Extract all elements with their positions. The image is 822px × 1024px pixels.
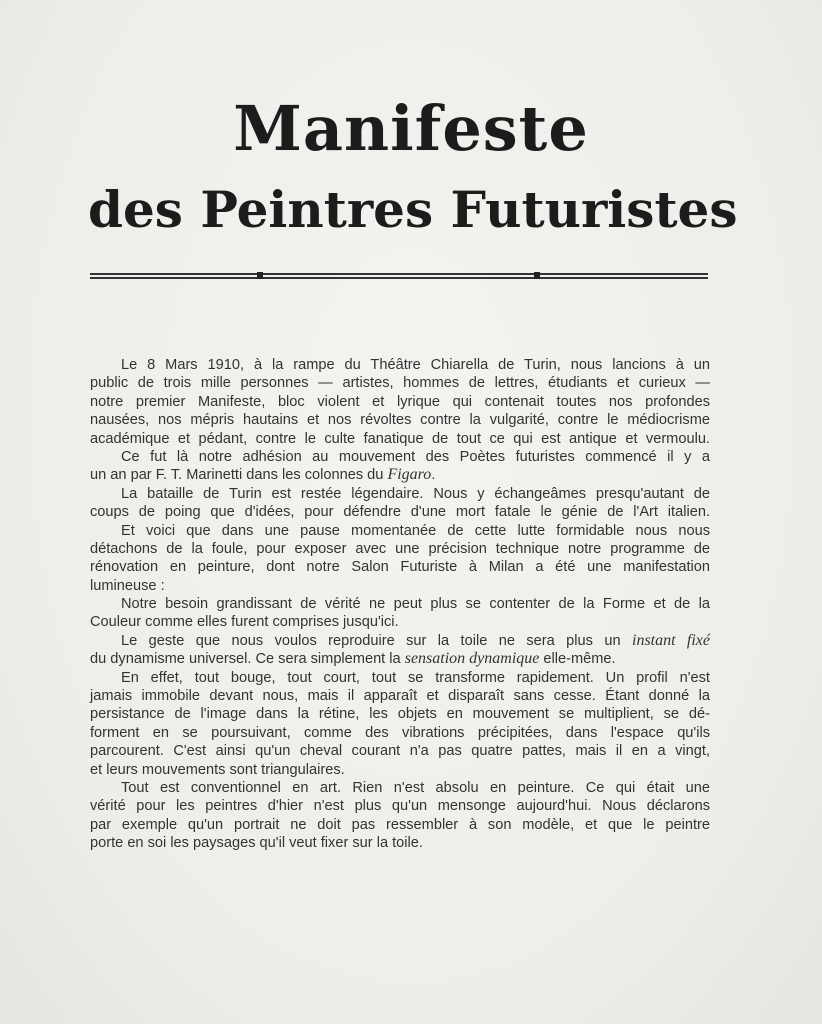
text-segment: Notre besoin grandissant de vérité ne peut plus se contenter de la Forme et de la [121, 596, 710, 613]
text-line [90, 393, 710, 411]
text-segment: et leurs mouvements sont triangulaires. [90, 761, 345, 778]
text-segment: rénovation en peinture, dont notre Salon Futuriste à Milan a été une manifestation [90, 559, 710, 576]
text-segment: nausées, nos mépris hautains et nos révoltes contre la vulgarité, contre le médiocrisme [90, 412, 710, 429]
text-segment: du dynamisme universel. Ce sera simplement la [90, 651, 405, 668]
text-line [90, 632, 710, 650]
text-segment: public de trois mille personnes — artistes, hommes de lettres, étudiants et curieux — [90, 375, 710, 392]
ornamental-divider [90, 272, 708, 280]
text-line [90, 503, 710, 521]
text-line [90, 430, 710, 448]
italic-text: Figaro [387, 466, 432, 484]
text-line [90, 558, 710, 576]
text-segment: coups de poing que d'idées, pour défendre d'une mort fatale le génie de l'Art italien. [90, 504, 710, 521]
text-segment: lumineuse : [90, 577, 165, 594]
text-segment: La bataille de Turin est restée légendaire. Nous y échangeâmes presqu'autant de [121, 485, 710, 502]
text-segment: détachons de la foule, pour exposer avec une précision technique notre programme de [90, 540, 710, 557]
text-line [90, 761, 710, 779]
text-line [90, 411, 710, 429]
manifesto-text [90, 356, 710, 853]
text-line [90, 485, 710, 503]
text-segment: Ce fut là notre adhésion au mouvement des Poètes futuristes commencé il y a [121, 448, 710, 465]
text-segment: Couleur comme elles furent comprises jusqu'ici. [90, 614, 399, 631]
text-segment: En effet, tout bouge, tout court, tout se transforme rapidement. Un profil n'est [121, 669, 710, 686]
text-line [90, 522, 710, 540]
text-segment: porte en soi les paysages qu'il veut fixer sur la toile. [90, 835, 423, 852]
text-line [90, 742, 710, 760]
text-line [90, 595, 710, 613]
text-line [90, 816, 710, 834]
text-segment: vérité pour les peintres d'hier n'est plus qu'un mensonge aujourd'hui. Nous déclarons [90, 798, 710, 815]
text-line [90, 448, 710, 466]
text-line [90, 374, 710, 392]
text-line [90, 797, 710, 815]
text-segment: persistance de l'image dans la rétine, les objets en mouvement se multiplient, se dé- [90, 706, 710, 723]
text-segment: jamais immobile devant nous, mais il apparaît et disparaît sans cesse. Étant donné la [90, 688, 710, 705]
text-segment: . [431, 467, 436, 484]
italic-text: instant fixé [632, 631, 711, 649]
text-line [90, 705, 710, 723]
page-subtitle: des Peintres Futuristes [88, 180, 738, 239]
text-segment: par exemple qu'un portrait ne doit pas ressembler à son modèle, et que le peintre [90, 816, 710, 833]
text-segment: Le 8 Mars 1910, à la rampe du Théâtre Chiarella de Turin, nous lancions à un [121, 357, 710, 373]
text-line [90, 779, 710, 797]
italic-text: sensation dynamique [404, 650, 540, 668]
text-line [90, 356, 710, 374]
text-line [90, 834, 710, 852]
text-line [90, 650, 710, 668]
text-line [90, 669, 710, 687]
text-line [90, 613, 710, 631]
text-segment: Et voici que dans une pause momentanée de cette lutte formidable nous nous [121, 522, 710, 539]
text-line [90, 724, 710, 742]
text-line [90, 577, 710, 595]
text-segment: un an par F. T. Marinetti dans les colonnes du [90, 467, 388, 484]
text-segment: Le geste que nous voulos reproduire sur la toile ne sera plus un [121, 632, 632, 649]
page-title: Manifeste [233, 92, 589, 165]
text-segment: parcourent. C'est ainsi qu'un cheval courant n'a pas quatre pattes, mais il en a vingt, [90, 743, 710, 760]
text-segment: forment en se poursuivant, comme des vibrations précipitées, dans l'espace qu'ils [90, 724, 710, 741]
text-line [90, 687, 710, 705]
text-segment: elle-même. [539, 651, 616, 668]
text-segment: notre premier Manifeste, bloc violent et lyrique qui contenait toutes nos profondes [90, 393, 710, 410]
text-segment: Tout est conventionnel en art. Rien n'est absolu en peinture. Ce qui était une [121, 779, 710, 796]
text-segment: académique et pédant, contre le culte fanatique de tout ce qui est antique et vermoulu. [90, 430, 710, 447]
text-line [90, 540, 710, 558]
text-line [90, 466, 710, 484]
